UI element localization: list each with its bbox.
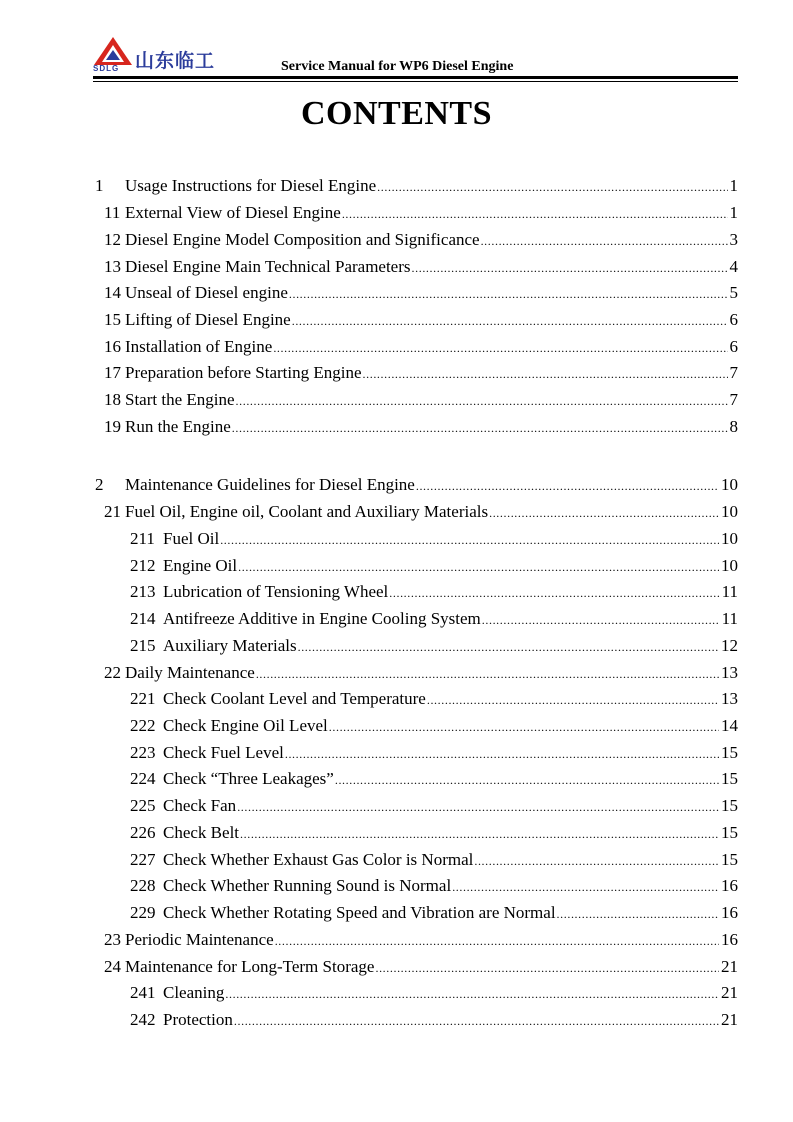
toc-entry[interactable] (104, 390, 738, 414)
toc-number: 24 (104, 957, 121, 976)
toc-entry[interactable] (130, 582, 738, 606)
toc-number: 215 (130, 636, 156, 655)
toc-page-number: 13 (721, 663, 738, 682)
toc-number: 17 (104, 363, 121, 382)
toc-label: Start the Engine (125, 390, 235, 409)
toc-number: 222 (130, 716, 156, 735)
toc-number: 1 (95, 176, 104, 195)
toc-page-number: 16 (721, 876, 738, 895)
toc-number: 226 (130, 823, 156, 842)
toc-label: Diesel Engine Main Technical Parameters (125, 257, 411, 276)
toc-number: 13 (104, 257, 121, 276)
toc-number: 241 (130, 983, 156, 1002)
toc-label: Cleaning (163, 983, 225, 1002)
toc-leader (289, 287, 728, 302)
toc-number: 22 (104, 663, 121, 682)
toc-label: Engine Oil (163, 556, 238, 575)
toc-label: Check Whether Exhaust Gas Color is Normal (163, 850, 474, 869)
toc-entry[interactable] (104, 257, 738, 281)
toc-leader (363, 367, 728, 382)
toc-page-number: 21 (721, 957, 738, 976)
toc-page-number: 13 (721, 689, 738, 708)
toc-page-number: 8 (729, 417, 738, 436)
logo-chinese-text: 山东临工 (135, 50, 216, 72)
toc-label: Protection (163, 1010, 233, 1029)
header-title: Service Manual for WP6 Diesel Engine (281, 59, 514, 74)
toc-leader (489, 506, 719, 521)
toc-page-number: 10 (721, 502, 738, 521)
toc-number: 15 (104, 310, 121, 329)
toc-label: Lifting of Diesel Engine (125, 310, 291, 329)
toc-leader (285, 747, 719, 762)
toc-leader (256, 667, 719, 682)
toc-page-number: 15 (721, 769, 738, 788)
toc-page-number: 10 (721, 556, 738, 575)
toc-number: 221 (130, 689, 156, 708)
toc-entry[interactable] (104, 957, 738, 981)
toc-entry[interactable] (130, 743, 738, 767)
toc-entry[interactable] (104, 930, 738, 954)
toc-page-number: 16 (721, 903, 738, 922)
page-title: CONTENTS (300, 95, 493, 132)
toc-label: Preparation before Starting Engine (125, 363, 362, 382)
toc-entry[interactable] (95, 176, 738, 200)
toc-page-number: 10 (721, 529, 738, 548)
toc-number: 213 (130, 582, 156, 601)
toc-leader (292, 314, 728, 329)
toc-entry[interactable] (130, 636, 738, 660)
toc-label: Diesel Engine Model Composition and Significance (125, 230, 480, 249)
toc-number: 214 (130, 609, 156, 628)
toc-number: 12 (104, 230, 121, 249)
toc-label: External View of Diesel Engine (125, 203, 341, 222)
toc-page-number: 15 (721, 743, 738, 762)
toc-leader (416, 479, 719, 494)
toc-leader (427, 693, 719, 708)
toc-entry[interactable] (130, 609, 738, 633)
header-rule-thick (93, 76, 738, 79)
toc-page-number: 10 (721, 475, 738, 494)
toc-page-number: 11 (721, 582, 738, 601)
toc-number: 21 (104, 502, 121, 521)
toc-page-number: 5 (729, 283, 738, 302)
toc-page-number: 21 (721, 983, 738, 1002)
toc-label: Maintenance Guidelines for Diesel Engine (125, 475, 415, 494)
toc-label: Check Whether Rotating Speed and Vibration are Normal (163, 903, 556, 922)
toc-entry[interactable] (104, 502, 738, 526)
toc-label: Check “Three Leakages” (163, 769, 334, 788)
toc-leader (474, 854, 719, 869)
toc-entry[interactable] (130, 850, 738, 874)
toc-entry[interactable] (130, 689, 738, 713)
toc-entry[interactable] (104, 283, 738, 307)
toc-label: Installation of Engine (125, 337, 273, 356)
toc-label: Periodic Maintenance (125, 930, 274, 949)
toc-number: 225 (130, 796, 156, 815)
toc-number: 212 (130, 556, 156, 575)
toc-number: 229 (130, 903, 156, 922)
toc-page-number: 7 (729, 390, 738, 409)
toc-number: 228 (130, 876, 156, 895)
toc-leader (557, 907, 719, 922)
toc-label: Antifreeze Additive in Engine Cooling System (163, 609, 481, 628)
toc-page-number: 6 (729, 337, 738, 356)
toc-leader (342, 207, 728, 222)
toc-label: Check Belt (163, 823, 240, 842)
toc-entry[interactable] (104, 230, 738, 254)
toc-number: 2 (95, 475, 104, 494)
toc-number: 23 (104, 930, 121, 949)
toc-label: Check Whether Running Sound is Normal (163, 876, 452, 895)
toc-label: Usage Instructions for Diesel Engine (125, 176, 377, 195)
toc-label: Check Coolant Level and Temperature (163, 689, 426, 708)
toc-leader (377, 180, 727, 195)
toc-page-number: 15 (721, 796, 738, 815)
toc-leader (481, 234, 728, 249)
toc-page-number: 11 (721, 609, 738, 628)
toc-label: Fuel Oil (163, 529, 220, 548)
toc-label: Unseal of Diesel engine (125, 283, 288, 302)
toc-number: 223 (130, 743, 156, 762)
toc-leader (335, 773, 719, 788)
toc-leader (412, 261, 728, 276)
page-header (93, 36, 738, 82)
toc-label: Check Engine Oil Level (163, 716, 328, 735)
toc-number: 16 (104, 337, 121, 356)
toc-page-number: 16 (721, 930, 738, 949)
toc-entry[interactable] (130, 529, 738, 553)
toc-number: 227 (130, 850, 156, 869)
toc-entry[interactable] (104, 337, 738, 361)
toc-number: 242 (130, 1010, 156, 1029)
toc-leader (220, 533, 719, 548)
toc-label: Fuel Oil, Engine oil, Coolant and Auxiliary Materials (125, 502, 489, 521)
toc-page-number: 21 (721, 1010, 738, 1029)
logo-triangle-icon (93, 36, 133, 66)
toc-entry[interactable] (130, 903, 738, 927)
toc-page-number: 14 (721, 716, 738, 735)
toc-label: Check Fan (163, 796, 237, 815)
toc-leader (237, 800, 719, 815)
toc-label: Check Fuel Level (163, 743, 284, 762)
toc-leader (452, 880, 719, 895)
toc-leader (240, 827, 719, 842)
toc-page-number: 4 (729, 257, 738, 276)
toc-number: 224 (130, 769, 156, 788)
toc-entry[interactable] (130, 1010, 738, 1034)
toc-entry[interactable] (130, 556, 738, 580)
toc-entry[interactable] (104, 417, 738, 441)
toc-page-number: 12 (721, 636, 738, 655)
toc-leader (298, 640, 719, 655)
toc-entry[interactable] (104, 363, 738, 387)
toc-page-number: 7 (729, 363, 738, 382)
toc-entry[interactable] (130, 769, 738, 793)
toc-page-number: 6 (729, 310, 738, 329)
toc-leader (482, 613, 720, 628)
toc-number: 14 (104, 283, 121, 302)
toc-page-number: 15 (721, 850, 738, 869)
toc-leader (234, 1014, 719, 1029)
toc-label: Auxiliary Materials (163, 636, 297, 655)
toc-label: Maintenance for Long-Term Storage (125, 957, 375, 976)
toc-entry[interactable] (104, 310, 738, 334)
toc-label: Daily Maintenance (125, 663, 255, 682)
toc-leader (389, 586, 719, 601)
toc-leader (236, 394, 728, 409)
toc-leader (232, 421, 728, 436)
toc-leader (329, 720, 719, 735)
toc-entry[interactable] (130, 716, 738, 740)
toc-leader (275, 934, 719, 949)
toc-leader (225, 987, 719, 1002)
toc-leader (273, 341, 727, 356)
toc-page-number: 1 (729, 203, 738, 222)
toc-entry[interactable] (104, 663, 738, 687)
sdlg-logo (93, 36, 243, 74)
toc-leader (375, 961, 719, 976)
toc-entry[interactable] (104, 203, 738, 227)
toc-page-number: 1 (729, 176, 738, 195)
toc-label: Lubrication of Tensioning Wheel (163, 582, 389, 601)
toc-number: 18 (104, 390, 121, 409)
toc-entry[interactable] (130, 796, 738, 820)
toc-page-number: 15 (721, 823, 738, 842)
toc-number: 19 (104, 417, 121, 436)
toc-number: 11 (104, 203, 121, 222)
toc-number: 211 (130, 529, 155, 548)
toc-entry[interactable] (95, 475, 738, 499)
toc-entry[interactable] (130, 983, 738, 1007)
toc-leader (238, 560, 719, 575)
header-rule-thin (93, 81, 738, 82)
logo-english-text: SDLG (93, 64, 120, 73)
toc-label: Run the Engine (125, 417, 231, 436)
toc-entry[interactable] (130, 823, 738, 847)
toc-page-number: 3 (729, 230, 738, 249)
toc-entry[interactable] (130, 876, 738, 900)
